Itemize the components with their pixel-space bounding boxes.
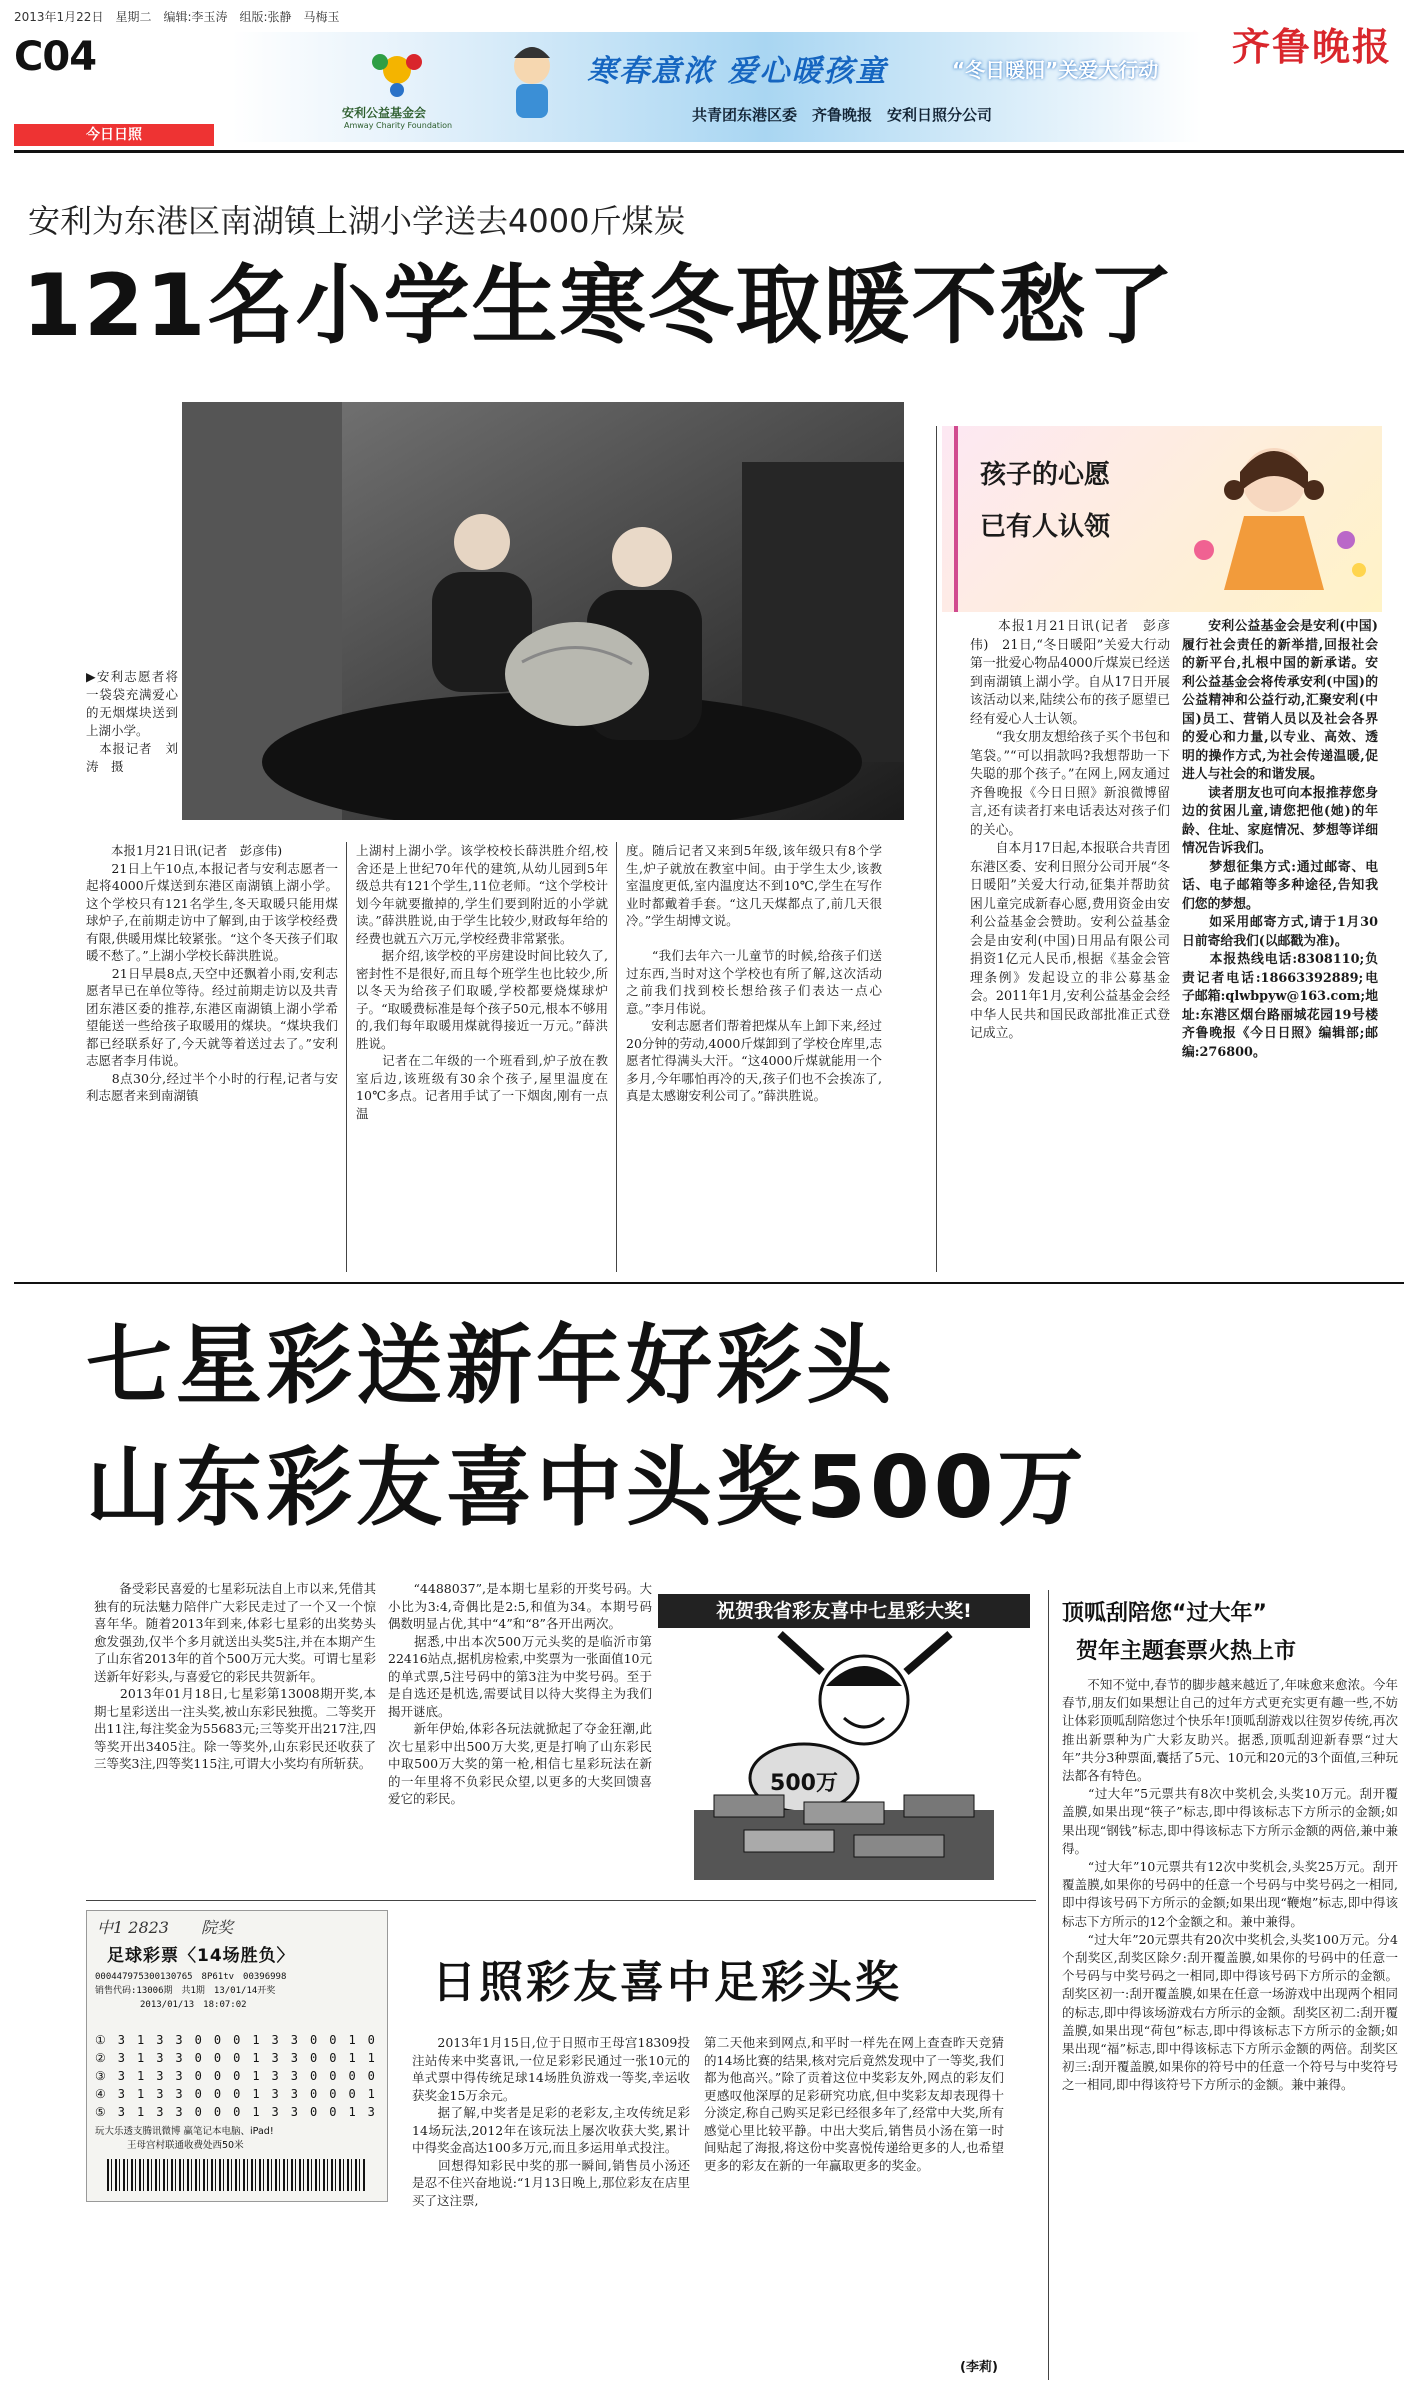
sidebar1-title-line2: 已有人认领 (980, 512, 1111, 542)
foundation-logo-icon (352, 40, 442, 100)
article1-kicker: 安利为东港区南湖镇上湖小学送去4000斤煤炭 (28, 202, 686, 240)
article3-headline: 日照彩友喜中足彩头奖 (432, 1957, 902, 2008)
ticket-handwriting: 中1 2823 院奖 (97, 1918, 233, 1937)
photo-scene-icon (182, 402, 904, 820)
sidebar2-body: 不知不觉中,春节的脚步越来越近了,年味愈来愈浓。今年春节,朋友们如果想让自己的过年方式更充实更有趣一些,不妨让体彩顶呱刮陪您过个快乐年!顶呱刮游戏以往贺岁传统,再次推出新票种为广大彩友助兴。据悉,顶呱刮迎新春票“过大年”共分3种票面,囊括了5元、10元和20元的3个面值,三种玩法都各有特色。 “过大年”5元票共有8次中奖机会,头奖10万元。刮开覆盖膜,如果出现“筷子”标志,即中得该标志下方所示的金额;如果出现“钢钱”标志,即中得该标志下方所示金额的两倍,兼中兼得。 “过大年”10元票共有12次中奖机会,头奖25万元。刮开覆盖膜,如果你的号码中的任意一个号码与中奖号码之一相同,即中得该号码下方所示的金额;如果出现“鞭炮”标志,即中得该标志下方所示的12个金额之和。兼中兼得。 “过大年”20元票共有20次中奖机会,头奖100万元。分4个刮奖区,刮奖区除夕:刮开覆盖膜,如果你的号码中的任意一个号码与中奖号码之一相同,即中得该号码下方所示的金额。刮奖区初一:刮开覆盖膜,如果在任意一场游戏中出现两个相同的标志,即中得该场游戏右方所示的金额。刮奖区初二:刮开覆盖膜,如果出现“荷包”标志,即中得该标志下方所示的金额;如果出现“福”标志,即中得该标志下方所示金额的两倍。刮奖区初三:刮开覆盖膜,如果你的符号中的任意一个符号与中奖符号之一相同,即中得该符号下方所示的金额。兼中兼得。 (1062, 1677, 1398, 2093)
ticket-row: ② 3 1 3 3 0 0 0 1 3 3 0 0 1 1 (95, 2051, 375, 2065)
ticket-line1: 000447975300130765 8P61tv 00396998 (95, 1972, 287, 1982)
sidebar2-title-line1: 顶呱刮陪您“过大年” (1062, 1601, 1267, 1626)
cartoon-money-pile-icon (654, 1590, 1034, 1890)
ticket-row: ③ 3 1 3 3 0 0 0 1 3 3 0 0 0 0 (95, 2069, 375, 2083)
lottery-cartoon (654, 1590, 1034, 1890)
section-label: 今日日照 (14, 124, 214, 146)
coal-delivery-photo (182, 402, 904, 820)
article2-headline-line1: 七星彩送新年好彩头 (86, 1316, 896, 1416)
child-illustration-icon (492, 38, 572, 128)
ticket-line2: 销售代码:13006期 共1期 13/01/14开奖 (95, 1986, 276, 1996)
article1-col3: 度。随后记者又来到5年级,该年级只有8个学生,炉子就放在教室中间。由于学生太少,该教室温度更低,室内温度达不到10℃,学生在写作业时都戴着手套。“这几天煤都点了,前几天很冷。”学生胡博文说。 “我们去年六一儿童节的时候,给孩子们送过东西,当时对这个学校也有所了解,这次活动之前我们找到校长想给孩子们表达一点心意。”李月伟说。 安利志愿者们帮着把煤从车上卸下来,经过20分钟的劳动,4000斤煤卸到了学校仓库里,志愿者忙得满头大汗。“这4000斤煤就能用一个多月,今年哪怕再冷的天,孩子们也不会挨冻了,真是太感谢安利公司了。”薛洪胜说。 (626, 843, 882, 1103)
sidebar1-col2: 安利公益基金会是安利(中国)履行社会责任的新举措,回报社会的新平台,扎根中国的新承诺。安利公益基金会将传承安利(中国)的公益精神和公益行动,汇聚安利(中国)员工、营销人员以及社会各界的爱心和力量,以专业、高效、透明的操作方式,为社会传递温暖,促进人与社会的和谐发展。 读者朋友也可向本报推荐您身边的贫困儿童,请您把他(她)的年龄、住址、家庭情况、梦想等详细情况告诉我们。 梦想征集方式:通过邮寄、电话、电子邮箱等多种途径,告知我们您的梦想。 如采用邮寄方式,请于1月30日前寄给我们(以邮戳为准)。 本报热线电话:8308110;负责记者电话:18663392889;电子邮箱:qlwbpyw@163.com;地址:东港区烟台路丽城花园19号楼齐鲁晚报《今日日照》编辑部;邮编:276800。 (1182, 619, 1378, 1060)
article2-col1: 备受彩民喜爱的七星彩玩法自上市以来,凭借其独有的玩法魅力陪伴广大彩民走过了一个又一个惊喜年华。随着2013年到来,体彩七星彩的出奖势头愈发强劲,仅半个多月就送出头奖5注,并在本期产生了山东省2013年的首个500万元大奖。可谓七星彩送新年好彩头,与喜爱它的彩民共贺新年。 2013年01月18日,七星彩第13008期开奖,本期七星彩送出一注头奖,被山东彩民独揽。二等奖开出11注,每注奖金为55683元;三等奖开出217注,四等奖开出3405注。除一等奖外,山东彩民还收获了三等奖3注,四等奖115注,可谓大小奖均有所斩获。 (94, 1581, 376, 1771)
ticket-row: ① 3 1 3 3 0 0 0 1 3 3 0 0 1 0 (95, 2033, 375, 2047)
ticket-footer2: 王母宫村联通收费处西50米 (127, 2140, 244, 2151)
campaign-banner (232, 32, 1202, 142)
photo-caption: ▶安利志愿者将一袋袋充满爱心的无烟煤块送到上湖小学。 本报记者 刘涛 摄 (86, 669, 178, 774)
ticket-footer1: 玩大乐透支腾讯微博 赢笔记本电脑、iPad! (95, 2126, 274, 2137)
banner-slogan: 寒春意浓 爱心暖孩童 (587, 54, 888, 89)
foundation-name-en: Amway Charity Foundation (344, 121, 453, 130)
paper-logo: 齐鲁晚报 (1232, 24, 1393, 69)
sidebar1-header (942, 426, 1382, 612)
ticket-line3: 2013/01/13 18:07:02 (95, 2000, 247, 2010)
cartoon-title: 祝贺我省彩友喜中七星彩大奖! (658, 1594, 1030, 1628)
article3-col2: 第二天他来到网点,和平时一样先在网上查查昨天竞猜的14场比赛的结果,核对完后竟然发现中了一等奖,我们都为他高兴。”除了贡着这位中奖彩友外,网点的彩友们更感叹他深厚的足彩研究功底,但中奖彩友却表现得十分淡定,称自己购买足彩已经很多年了,经常中大奖,所有感觉心里比较平静。中出大奖后,销售员小汤在第一时间贴起了海报,将这份中奖喜悦传递给更多的人,也希望更多的彩友在新的一年赢取更多的奖金。 (704, 2035, 1004, 2173)
ticket-row: ④ 3 1 3 3 0 0 0 1 3 3 0 0 0 1 (95, 2087, 375, 2101)
masthead-meta: 2013年1月22日 星期二 编辑:李玉涛 组版:张静 马梅玉 (14, 10, 340, 24)
cartoon-money-label: 500万 (770, 1771, 838, 1796)
article1-col2: 上湖村上湖小学。该学校校长薛洪胜介绍,校舍还是上世纪70年代的建筑,从幼儿园到5年级总共有121个学生,11位老师。“这个学校计划今年就要撤掉的,学生们要到附近的小学就读。”薛洪胜说,由于学生比较少,财政每年给的经费也就五六万元,学校经费非常紧张。 据介绍,该学校的平房建设时间比较久了,密封性不是很好,而且每个班学生也比较少,所以冬天为给孩子们取暖,学校都要烧煤球炉子。“取暖费标准是每个孩子50元,根本不够用的,我们每年取暖用煤就得接近一万元。”薛洪胜说。 记者在二年级的一个班看到,炉子放在教室后边,该班级有30余个孩子,屋里温度在10℃多点。记者用手试了一下烟囱,刚有一点温 (356, 843, 608, 1121)
article1-headline: 121名小学生寒冬取暖不愁了 (22, 256, 1176, 356)
article2-headline-line2: 山东彩友喜中头奖500万 (86, 1438, 1088, 1538)
article2-col2: “4488037”,是本期七星彩的开奖号码。大小比为3:4,奇偶比是2:5,和值为34。本期号码偶数明显占优,其中“4”和“8”各开出两次。 据悉,中出本次500万元头奖的是临沂市第22416站点,据机房检索,中奖票为一张面值10元的单式票,5注号码中的第3注为中奖号码。至于是自选还是机选,需要试目以待大奖得主为我们揭开谜底。 新年伊始,体彩各玩法就掀起了夺金狂潮,此次七星彩中出500万大奖,更是打响了山东彩民中取500万大奖的第一枪,相信七星彩玩法在新的一年里将不负彩民众望,以更多的大奖回馈喜爱它的彩民。 (388, 1581, 652, 1806)
girl-with-flowers-icon (1174, 430, 1374, 610)
lottery-ticket-photo (86, 1910, 388, 2202)
banner-sponsors: 共青团东港区委 齐鲁晚报 安利日照分公司 (692, 106, 993, 124)
ticket-row: ⑤ 3 1 3 3 0 0 0 1 3 3 0 0 1 3 (95, 2105, 375, 2119)
article1-col1: 本报1月21日讯(记者 彭彦伟) 21日上午10点,本报记者与安利志愿者一起将4000斤煤送到东港区南湖镇上湖小学。这个学校只有121名学生,冬天取暖只能用煤球炉子,在前期走访中了解到,由于该学校经费有限,供暖用煤比较紧张。“这个冬天孩子们取暖不愁了。”上湖小学校长薛洪胜说。 21日早晨8点,天空中还飘着小雨,安利志愿者早已在单位等待。经过前期走访以及共青团东港区委的推荐,东港区南湖镇上湖小学希望能送一些给孩子取暖用的煤块。“煤块我们都已经联系好了,今天就等着送过去了。”安利志愿者李月伟说。 8点30分,经过半个小时的行程,记者与安利志愿者来到南湖镇 (86, 843, 338, 1103)
article3-col1: 2013年1月15日,位于日照市王母宫18309投注站传来中奖喜讯,一位足彩彩民通过一张10元的单式票中得传统足球14场胜负游戏一等奖,幸运收获奖金15万余元。 据了解,中奖者是足彩的老彩友,主攻传统足彩14场玩法,2012年在该玩法上屡次收获大奖,累计中得奖金高达100多万元,而且多运用单式投注。 回想得知彩民中奖的那一瞬间,销售员小汤还是忍不住兴奋地说:“1月13日晚上,那位彩友在店里买了这注票, (412, 2035, 690, 2208)
sidebar1-title-line1: 孩子的心愿 (980, 460, 1111, 490)
page-code: C04 (14, 34, 97, 80)
article3-signature: (李莉) (960, 2360, 998, 2375)
ticket-title: 足球彩票〈14场胜负〉 (107, 1946, 295, 1966)
sidebar2-title-line2: 贺年主题套票火热上市 (1076, 1639, 1297, 1664)
foundation-name: 安利公益基金会 (342, 106, 427, 120)
banner-campaign: “冬日暖阳”关爱大行动 (952, 58, 1159, 82)
sidebar1-col1: 本报1月21日讯(记者 彭彦伟) 21日,“冬日暖阳”关爱大行动第一批爱心物品4000斤煤炭已经送到南湖镇上湖小学。自从17日开展该活动以来,陆续公布的孩子愿望已经有爱心人士认领。 “我女朋友想给孩子买个书包和笔袋。”“可以捐款吗?我想帮助一下失聪的那个孩子。”在网上,网友通过齐鲁晚报《今日日照》新浪微博留言,还有读者打来电话表达对孩子们的关心。 自本月17日起,本报联合共青团东港区委、安利日照分公司开展“冬日暖阳”关爱大行动,征集并帮助贫困儿童完成新春心愿,费用资金由安利公益基金会赞助。安利公益基金会是由安利(中国)日用品有限公司捐资1亿元人民币,根据《基金会管理条例》发起设立的非公募基金会。2011年1月,安利公益基金会经中华人民共和国民政部批准正式登记成立。 (970, 619, 1170, 1041)
ticket-barcode (107, 2159, 367, 2191)
